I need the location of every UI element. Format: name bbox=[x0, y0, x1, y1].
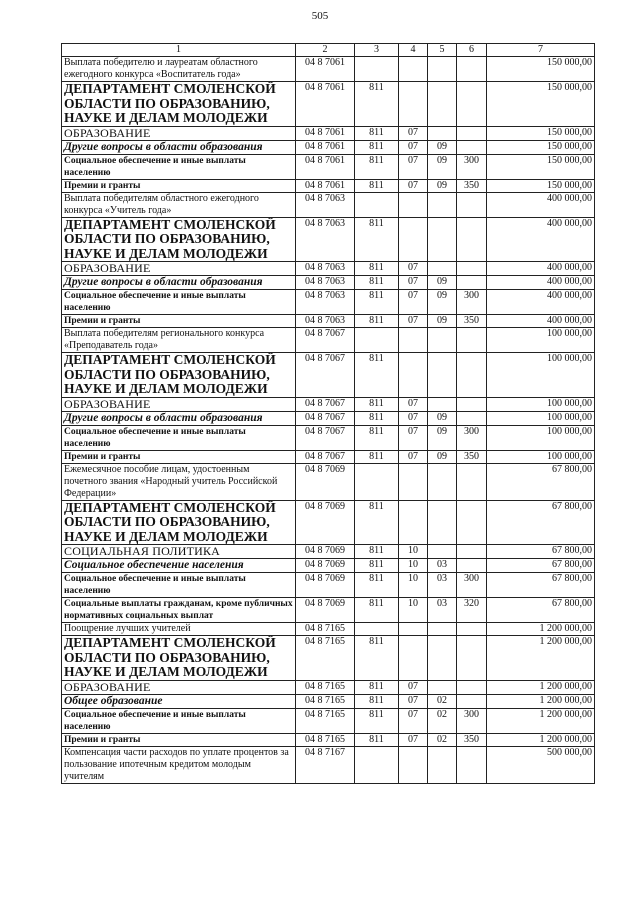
subsection-code-cell: 09 bbox=[428, 315, 457, 328]
target-code-cell: 04 8 7067 bbox=[296, 450, 355, 463]
target-code-cell: 04 8 7067 bbox=[296, 353, 355, 398]
target-code-cell: 04 8 7061 bbox=[296, 82, 355, 127]
target-code-cell: 04 8 7165 bbox=[296, 623, 355, 636]
amount-cell: 400 000,00 bbox=[487, 276, 595, 290]
target-code-cell: 04 8 7067 bbox=[296, 411, 355, 425]
subsection-code-cell: 09 bbox=[428, 140, 457, 154]
item-name-cell: Общее образование bbox=[62, 694, 296, 708]
item-name-cell: Премии и гранты bbox=[62, 179, 296, 192]
item-name-cell: Компенсация части расходов по уплате процентов за пользование ипотечным кредитом молодым учителям bbox=[62, 746, 296, 783]
section-row bbox=[62, 680, 595, 694]
section-code-cell bbox=[399, 746, 428, 783]
ministry-code-cell: 811 bbox=[355, 154, 399, 179]
expense-type-row bbox=[62, 733, 595, 746]
subsection-row bbox=[62, 694, 595, 708]
section-code-cell bbox=[399, 500, 428, 545]
amount-cell: 67 800,00 bbox=[487, 598, 595, 623]
expense-type-code-cell: 300 bbox=[457, 290, 487, 315]
item-name-cell: Поощрение лучших учителей bbox=[62, 623, 296, 636]
target-code-cell: 04 8 7069 bbox=[296, 573, 355, 598]
expense-type-code-cell: 350 bbox=[457, 315, 487, 328]
amount-cell: 150 000,00 bbox=[487, 179, 595, 192]
ministry-code-cell: 811 bbox=[355, 694, 399, 708]
subsection-code-cell: 02 bbox=[428, 708, 457, 733]
item-name-cell: Социальное обеспечение и иные выплаты населению bbox=[62, 708, 296, 733]
amount-cell: 150 000,00 bbox=[487, 126, 595, 140]
item-name-cell: Выплата победителям регионального конкурса «Преподаватель года» bbox=[62, 328, 296, 353]
expense-item-row bbox=[62, 463, 595, 500]
target-code-cell: 04 8 7063 bbox=[296, 315, 355, 328]
subsection-code-cell bbox=[428, 463, 457, 500]
section-code-cell: 07 bbox=[399, 411, 428, 425]
column-number-row bbox=[62, 44, 595, 57]
expense-type-code-cell: 320 bbox=[457, 598, 487, 623]
item-name-cell: Социальное обеспечение и иные выплаты населению bbox=[62, 573, 296, 598]
target-code-cell: 04 8 7069 bbox=[296, 598, 355, 623]
target-code-cell: 04 8 7063 bbox=[296, 290, 355, 315]
section-code-cell: 07 bbox=[399, 450, 428, 463]
section-code-cell bbox=[399, 192, 428, 217]
expense-type-code-cell bbox=[457, 57, 487, 82]
department-row bbox=[62, 636, 595, 681]
target-code-cell: 04 8 7061 bbox=[296, 179, 355, 192]
target-code-cell: 04 8 7165 bbox=[296, 733, 355, 746]
department-row bbox=[62, 217, 595, 262]
section-code-cell: 07 bbox=[399, 126, 428, 140]
subsection-code-cell: 03 bbox=[428, 598, 457, 623]
expense-type-code-cell: 300 bbox=[457, 573, 487, 598]
item-name-cell: Ежемесячное пособие лицам, удостоенным почетного звания «Народный учитель Российской Федерации» bbox=[62, 463, 296, 500]
ministry-code-cell: 811 bbox=[355, 315, 399, 328]
subsection-code-cell: 09 bbox=[428, 411, 457, 425]
ministry-code-cell: 811 bbox=[355, 276, 399, 290]
amount-cell: 67 800,00 bbox=[487, 545, 595, 559]
expense-type-code-cell bbox=[457, 746, 487, 783]
item-name-cell: ОБРАЗОВАНИЕ bbox=[62, 126, 296, 140]
subsection-code-cell bbox=[428, 82, 457, 127]
item-name-cell: СОЦИАЛЬНАЯ ПОЛИТИКА bbox=[62, 545, 296, 559]
subsection-code-cell bbox=[428, 126, 457, 140]
amount-cell: 400 000,00 bbox=[487, 217, 595, 262]
expense-type-code-cell bbox=[457, 411, 487, 425]
expense-type-code-cell bbox=[457, 192, 487, 217]
amount-cell: 500 000,00 bbox=[487, 746, 595, 783]
expense-type-code-cell: 350 bbox=[457, 179, 487, 192]
subsection-row bbox=[62, 276, 595, 290]
ministry-code-cell: 811 bbox=[355, 290, 399, 315]
expense-type-code-cell bbox=[457, 140, 487, 154]
target-code-cell: 04 8 7069 bbox=[296, 545, 355, 559]
subsection-code-cell: 09 bbox=[428, 276, 457, 290]
ministry-code-cell: 811 bbox=[355, 545, 399, 559]
section-row bbox=[62, 126, 595, 140]
item-name-cell: Выплата победителям областного ежегодного конкурса «Учитель года» bbox=[62, 192, 296, 217]
expense-type-code-cell bbox=[457, 545, 487, 559]
target-code-cell: 04 8 7165 bbox=[296, 708, 355, 733]
expense-type-code-cell bbox=[457, 276, 487, 290]
expense-type-row bbox=[62, 598, 595, 623]
amount-cell: 100 000,00 bbox=[487, 450, 595, 463]
item-name-cell: Социальное обеспечение и иные выплаты населению bbox=[62, 425, 296, 450]
page-number: 505 bbox=[311, 10, 329, 22]
ministry-code-cell: 811 bbox=[355, 680, 399, 694]
target-code-cell: 04 8 7061 bbox=[296, 154, 355, 179]
expense-type-code-cell bbox=[457, 328, 487, 353]
section-code-cell: 07 bbox=[399, 290, 428, 315]
column-number: 4 bbox=[399, 44, 428, 57]
section-code-cell bbox=[399, 636, 428, 681]
amount-cell: 67 800,00 bbox=[487, 559, 595, 573]
section-code-cell: 07 bbox=[399, 154, 428, 179]
item-name-cell: ОБРАЗОВАНИЕ bbox=[62, 262, 296, 276]
item-name-cell: Социальное обеспечение и иные выплаты населению bbox=[62, 290, 296, 315]
ministry-code-cell: 811 bbox=[355, 353, 399, 398]
subsection-code-cell: 09 bbox=[428, 154, 457, 179]
column-number: 6 bbox=[457, 44, 487, 57]
subsection-code-cell bbox=[428, 636, 457, 681]
expense-type-code-cell bbox=[457, 636, 487, 681]
column-number: 5 bbox=[428, 44, 457, 57]
section-code-cell bbox=[399, 57, 428, 82]
section-code-cell bbox=[399, 353, 428, 398]
subsection-code-cell bbox=[428, 262, 457, 276]
target-code-cell: 04 8 7067 bbox=[296, 328, 355, 353]
expense-type-code-cell bbox=[457, 217, 487, 262]
subsection-code-cell bbox=[428, 623, 457, 636]
subsection-code-cell: 03 bbox=[428, 559, 457, 573]
expense-type-code-cell: 350 bbox=[457, 733, 487, 746]
item-name-cell: Премии и гранты bbox=[62, 315, 296, 328]
section-code-cell: 07 bbox=[399, 397, 428, 411]
column-number: 3 bbox=[355, 44, 399, 57]
expense-type-row bbox=[62, 573, 595, 598]
subsection-code-cell bbox=[428, 746, 457, 783]
target-code-cell: 04 8 7063 bbox=[296, 276, 355, 290]
subsection-code-cell: 09 bbox=[428, 179, 457, 192]
column-number: 7 bbox=[487, 44, 595, 57]
amount-cell: 400 000,00 bbox=[487, 262, 595, 276]
item-name-cell: Социальные выплаты гражданам, кроме публичных нормативных социальных выплат bbox=[62, 598, 296, 623]
ministry-code-cell: 811 bbox=[355, 559, 399, 573]
amount-cell: 67 800,00 bbox=[487, 463, 595, 500]
amount-cell: 67 800,00 bbox=[487, 573, 595, 598]
amount-cell: 1 200 000,00 bbox=[487, 680, 595, 694]
budget-table bbox=[61, 43, 595, 784]
item-name-cell: Социальное обеспечение и иные выплаты населению bbox=[62, 154, 296, 179]
ministry-code-cell: 811 bbox=[355, 411, 399, 425]
subsection-row bbox=[62, 411, 595, 425]
expense-type-code-cell bbox=[457, 623, 487, 636]
expense-type-row bbox=[62, 315, 595, 328]
expense-item-row bbox=[62, 623, 595, 636]
target-code-cell: 04 8 7165 bbox=[296, 636, 355, 681]
amount-cell: 400 000,00 bbox=[487, 315, 595, 328]
expense-type-code-cell bbox=[457, 262, 487, 276]
expense-type-code-cell bbox=[457, 694, 487, 708]
ministry-code-cell: 811 bbox=[355, 450, 399, 463]
expense-type-code-cell: 350 bbox=[457, 450, 487, 463]
ministry-code-cell: 811 bbox=[355, 500, 399, 545]
item-name-cell: ДЕПАРТАМЕНТ СМОЛЕНСКОЙ ОБЛАСТИ ПО ОБРАЗОВАНИЮ, НАУКЕ И ДЕЛАМ МОЛОДЕЖИ bbox=[62, 500, 296, 545]
item-name-cell: Другие вопросы в области образования bbox=[62, 140, 296, 154]
section-code-cell: 07 bbox=[399, 694, 428, 708]
expense-type-code-cell bbox=[457, 397, 487, 411]
department-row bbox=[62, 500, 595, 545]
ministry-code-cell: 811 bbox=[355, 708, 399, 733]
expense-type-row bbox=[62, 290, 595, 315]
subsection-code-cell bbox=[428, 680, 457, 694]
subsection-code-cell bbox=[428, 545, 457, 559]
target-code-cell: 04 8 7061 bbox=[296, 126, 355, 140]
amount-cell: 100 000,00 bbox=[487, 397, 595, 411]
department-row bbox=[62, 82, 595, 127]
section-code-cell: 07 bbox=[399, 179, 428, 192]
amount-cell: 1 200 000,00 bbox=[487, 733, 595, 746]
amount-cell: 1 200 000,00 bbox=[487, 708, 595, 733]
expense-type-code-cell bbox=[457, 463, 487, 500]
ministry-code-cell: 811 bbox=[355, 126, 399, 140]
ministry-code-cell: 811 bbox=[355, 140, 399, 154]
item-name-cell: Другие вопросы в области образования bbox=[62, 276, 296, 290]
target-code-cell: 04 8 7061 bbox=[296, 57, 355, 82]
ministry-code-cell bbox=[355, 57, 399, 82]
amount-cell: 150 000,00 bbox=[487, 57, 595, 82]
amount-cell: 100 000,00 bbox=[487, 425, 595, 450]
amount-cell: 400 000,00 bbox=[487, 192, 595, 217]
item-name-cell: ДЕПАРТАМЕНТ СМОЛЕНСКОЙ ОБЛАСТИ ПО ОБРАЗОВАНИЮ, НАУКЕ И ДЕЛАМ МОЛОДЕЖИ bbox=[62, 82, 296, 127]
subsection-row bbox=[62, 559, 595, 573]
section-row bbox=[62, 262, 595, 276]
item-name-cell: Премии и гранты bbox=[62, 450, 296, 463]
expense-item-row bbox=[62, 57, 595, 82]
department-row bbox=[62, 353, 595, 398]
item-name-cell: Другие вопросы в области образования bbox=[62, 411, 296, 425]
target-code-cell: 04 8 7165 bbox=[296, 680, 355, 694]
section-code-cell: 07 bbox=[399, 708, 428, 733]
subsection-code-cell bbox=[428, 57, 457, 82]
expense-type-row bbox=[62, 450, 595, 463]
ministry-code-cell: 811 bbox=[355, 397, 399, 411]
item-name-cell: ОБРАЗОВАНИЕ bbox=[62, 397, 296, 411]
target-code-cell: 04 8 7069 bbox=[296, 559, 355, 573]
amount-cell: 67 800,00 bbox=[487, 500, 595, 545]
target-code-cell: 04 8 7067 bbox=[296, 425, 355, 450]
expense-type-code-cell bbox=[457, 82, 487, 127]
target-code-cell: 04 8 7063 bbox=[296, 192, 355, 217]
subsection-code-cell bbox=[428, 328, 457, 353]
ministry-code-cell: 811 bbox=[355, 636, 399, 681]
section-code-cell: 07 bbox=[399, 315, 428, 328]
expense-item-row bbox=[62, 746, 595, 783]
subsection-code-cell: 09 bbox=[428, 425, 457, 450]
amount-cell: 150 000,00 bbox=[487, 82, 595, 127]
expense-type-row bbox=[62, 179, 595, 192]
section-code-cell: 07 bbox=[399, 262, 428, 276]
subsection-code-cell bbox=[428, 217, 457, 262]
ministry-code-cell: 811 bbox=[355, 598, 399, 623]
expense-type-code-cell: 300 bbox=[457, 708, 487, 733]
ministry-code-cell: 811 bbox=[355, 573, 399, 598]
subsection-code-cell bbox=[428, 397, 457, 411]
ministry-code-cell bbox=[355, 328, 399, 353]
expense-type-row bbox=[62, 425, 595, 450]
expense-type-code-cell bbox=[457, 353, 487, 398]
target-code-cell: 04 8 7069 bbox=[296, 500, 355, 545]
ministry-code-cell bbox=[355, 463, 399, 500]
expense-type-code-cell: 300 bbox=[457, 425, 487, 450]
expense-type-code-cell: 300 bbox=[457, 154, 487, 179]
section-row bbox=[62, 397, 595, 411]
subsection-code-cell: 09 bbox=[428, 450, 457, 463]
item-name-cell: Выплата победителю и лауреатам областного ежегодного конкурса «Воспитатель года» bbox=[62, 57, 296, 82]
ministry-code-cell bbox=[355, 192, 399, 217]
item-name-cell: ДЕПАРТАМЕНТ СМОЛЕНСКОЙ ОБЛАСТИ ПО ОБРАЗОВАНИЮ, НАУКЕ И ДЕЛАМ МОЛОДЕЖИ bbox=[62, 353, 296, 398]
subsection-code-cell: 02 bbox=[428, 694, 457, 708]
ministry-code-cell: 811 bbox=[355, 733, 399, 746]
ministry-code-cell: 811 bbox=[355, 262, 399, 276]
section-code-cell bbox=[399, 328, 428, 353]
amount-cell: 1 200 000,00 bbox=[487, 623, 595, 636]
section-code-cell bbox=[399, 217, 428, 262]
section-code-cell bbox=[399, 463, 428, 500]
expense-type-code-cell bbox=[457, 680, 487, 694]
amount-cell: 400 000,00 bbox=[487, 290, 595, 315]
column-number: 2 bbox=[296, 44, 355, 57]
section-code-cell: 10 bbox=[399, 598, 428, 623]
subsection-code-cell bbox=[428, 353, 457, 398]
expense-type-code-cell bbox=[457, 559, 487, 573]
subsection-code-cell: 03 bbox=[428, 573, 457, 598]
amount-cell: 150 000,00 bbox=[487, 154, 595, 179]
target-code-cell: 04 8 7063 bbox=[296, 262, 355, 276]
ministry-code-cell: 811 bbox=[355, 179, 399, 192]
section-code-cell: 07 bbox=[399, 680, 428, 694]
section-code-cell: 07 bbox=[399, 276, 428, 290]
column-number: 1 bbox=[62, 44, 296, 57]
ministry-code-cell: 811 bbox=[355, 425, 399, 450]
target-code-cell: 04 8 7165 bbox=[296, 694, 355, 708]
amount-cell: 1 200 000,00 bbox=[487, 636, 595, 681]
ministry-code-cell: 811 bbox=[355, 217, 399, 262]
section-code-cell: 10 bbox=[399, 559, 428, 573]
subsection-code-cell bbox=[428, 192, 457, 217]
item-name-cell: ДЕПАРТАМЕНТ СМОЛЕНСКОЙ ОБЛАСТИ ПО ОБРАЗОВАНИЮ, НАУКЕ И ДЕЛАМ МОЛОДЕЖИ bbox=[62, 217, 296, 262]
target-code-cell: 04 8 7067 bbox=[296, 397, 355, 411]
section-code-cell: 07 bbox=[399, 425, 428, 450]
section-code-cell bbox=[399, 623, 428, 636]
expense-item-row bbox=[62, 328, 595, 353]
subsection-code-cell bbox=[428, 500, 457, 545]
item-name-cell: Социальное обеспечение населения bbox=[62, 559, 296, 573]
target-code-cell: 04 8 7069 bbox=[296, 463, 355, 500]
target-code-cell: 04 8 7167 bbox=[296, 746, 355, 783]
expense-item-row bbox=[62, 192, 595, 217]
ministry-code-cell bbox=[355, 623, 399, 636]
target-code-cell: 04 8 7063 bbox=[296, 217, 355, 262]
section-code-cell: 10 bbox=[399, 545, 428, 559]
amount-cell: 100 000,00 bbox=[487, 411, 595, 425]
expense-type-row bbox=[62, 154, 595, 179]
subsection-code-cell: 02 bbox=[428, 733, 457, 746]
section-code-cell: 07 bbox=[399, 733, 428, 746]
section-code-cell: 10 bbox=[399, 573, 428, 598]
ministry-code-cell: 811 bbox=[355, 82, 399, 127]
item-name-cell: ОБРАЗОВАНИЕ bbox=[62, 680, 296, 694]
expense-type-row bbox=[62, 708, 595, 733]
target-code-cell: 04 8 7061 bbox=[296, 140, 355, 154]
amount-cell: 150 000,00 bbox=[487, 140, 595, 154]
section-row bbox=[62, 545, 595, 559]
amount-cell: 1 200 000,00 bbox=[487, 694, 595, 708]
subsection-row bbox=[62, 140, 595, 154]
expense-type-code-cell bbox=[457, 126, 487, 140]
subsection-code-cell: 09 bbox=[428, 290, 457, 315]
section-code-cell: 07 bbox=[399, 140, 428, 154]
amount-cell: 100 000,00 bbox=[487, 328, 595, 353]
item-name-cell: Премии и гранты bbox=[62, 733, 296, 746]
section-code-cell bbox=[399, 82, 428, 127]
ministry-code-cell bbox=[355, 746, 399, 783]
expense-type-code-cell bbox=[457, 500, 487, 545]
item-name-cell: ДЕПАРТАМЕНТ СМОЛЕНСКОЙ ОБЛАСТИ ПО ОБРАЗОВАНИЮ, НАУКЕ И ДЕЛАМ МОЛОДЕЖИ bbox=[62, 636, 296, 681]
amount-cell: 100 000,00 bbox=[487, 353, 595, 398]
